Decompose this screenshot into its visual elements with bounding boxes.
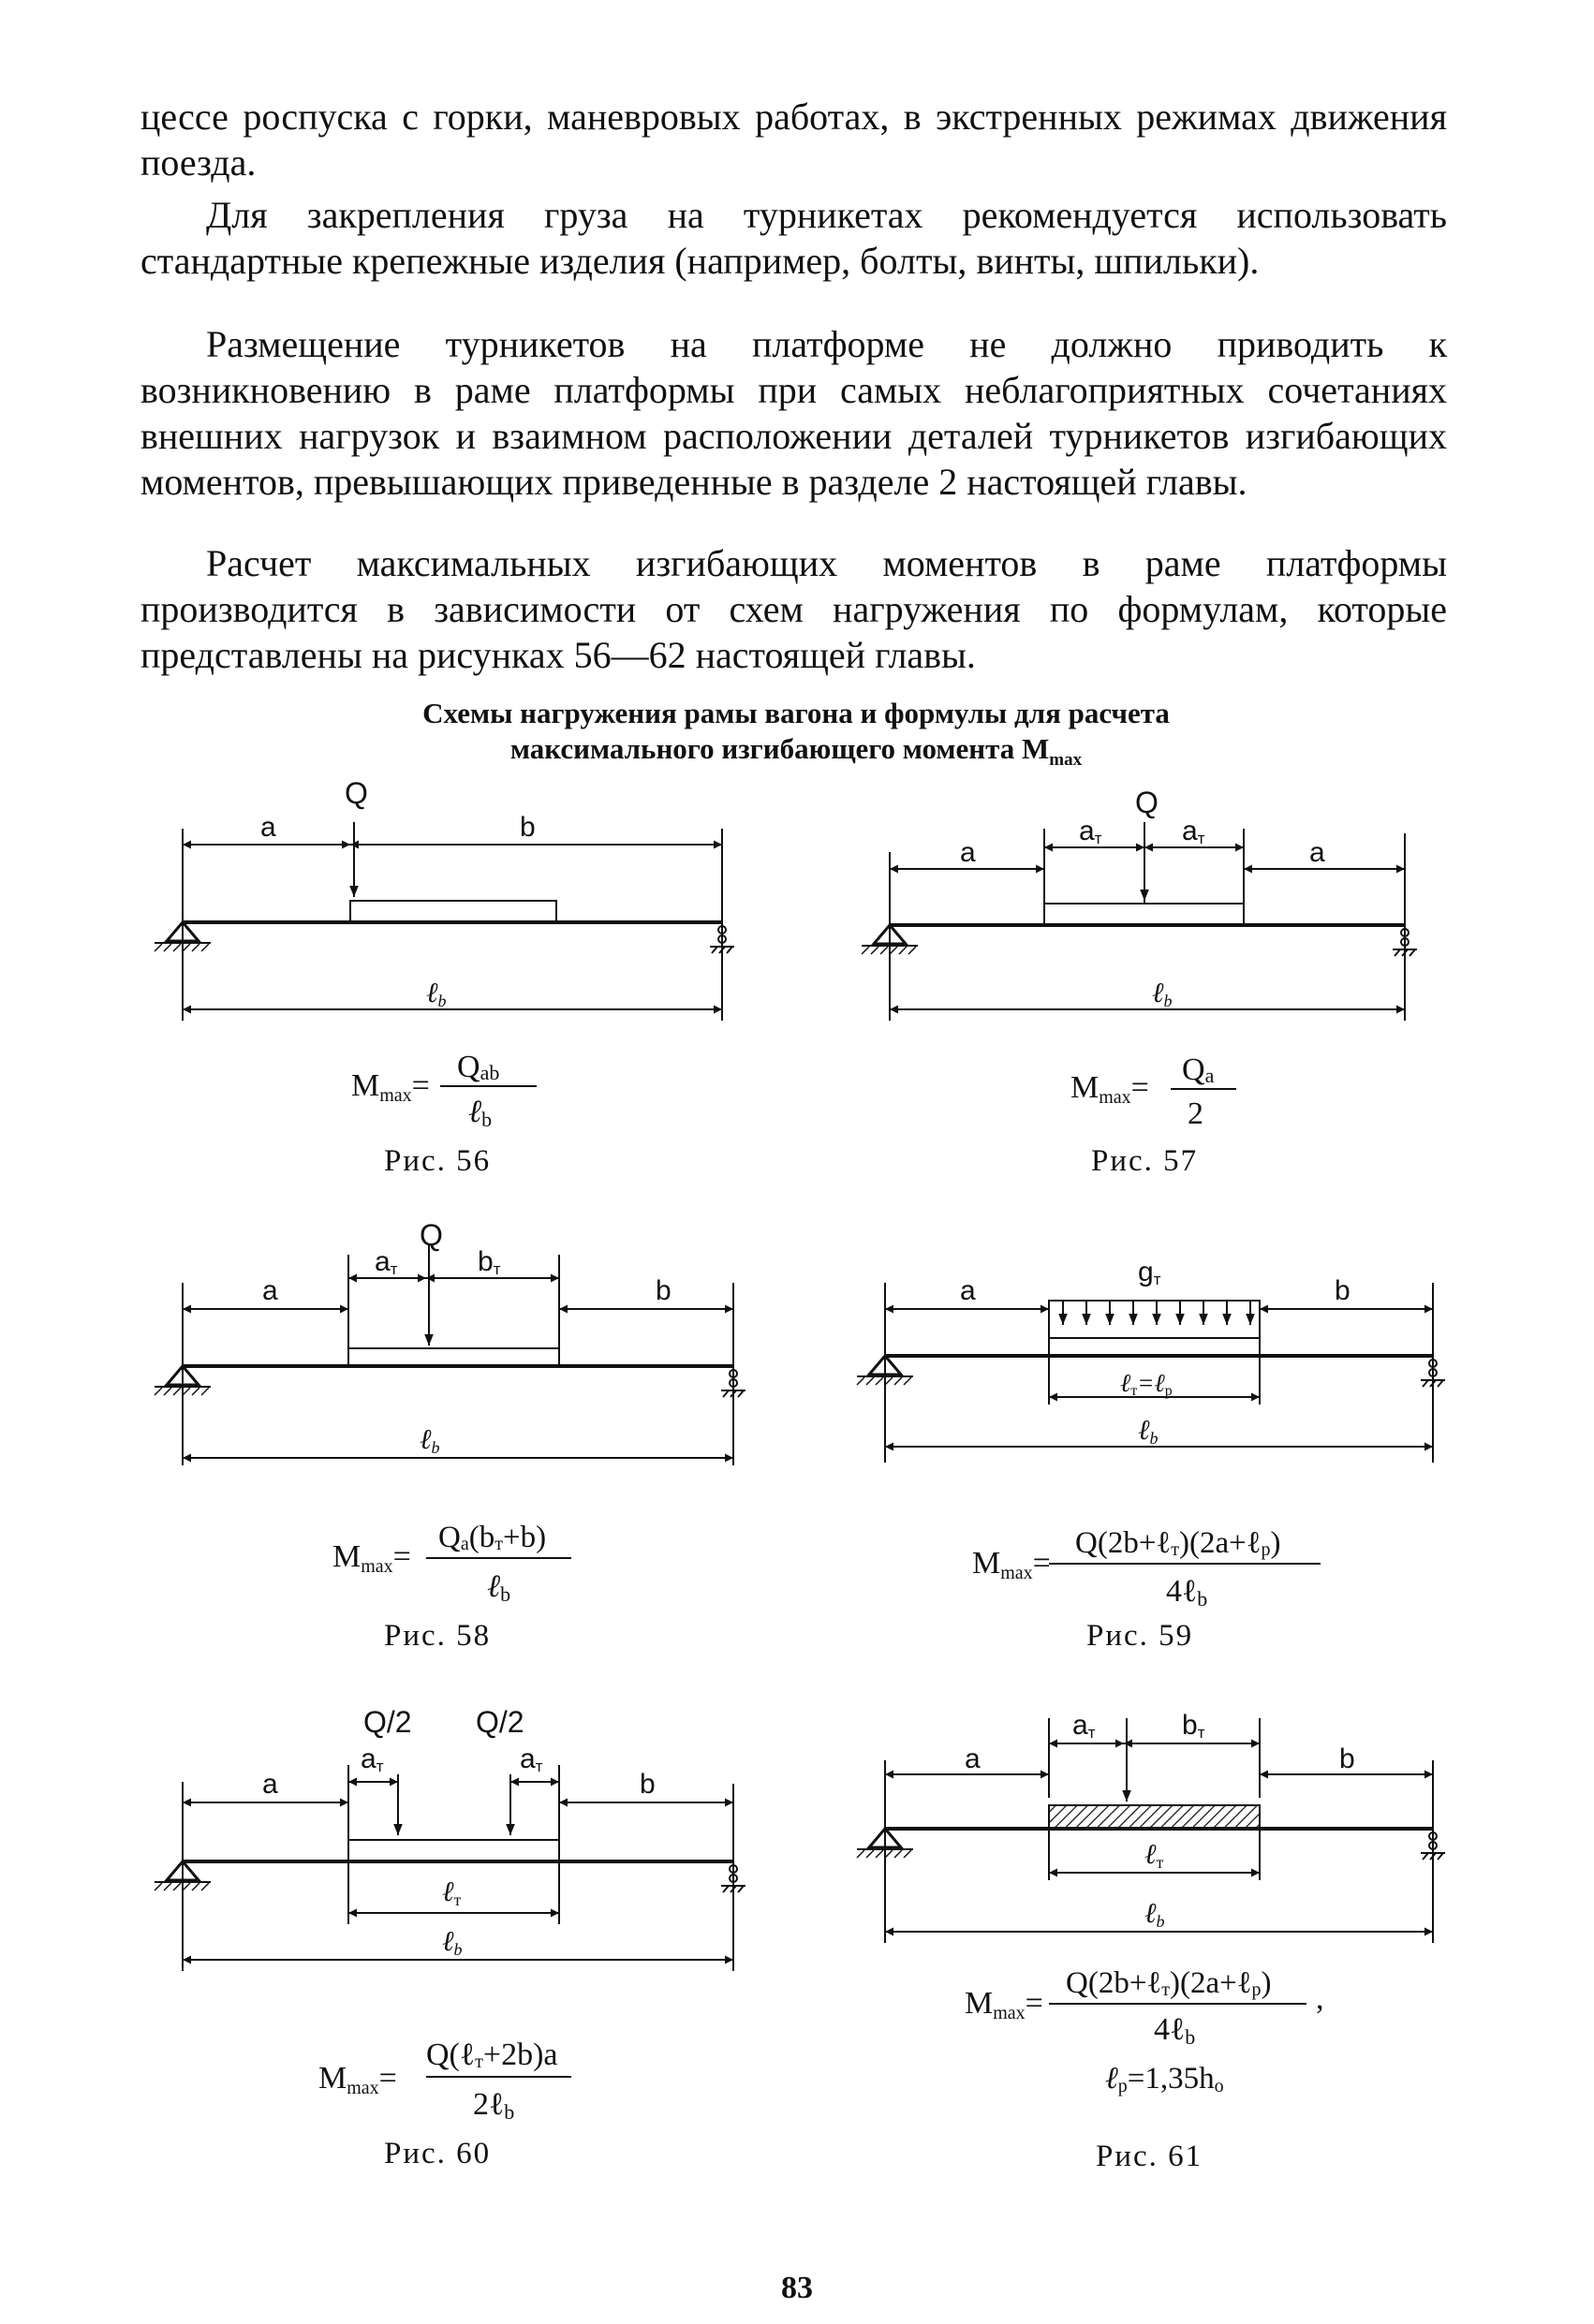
fig61-denominator: 4ℓb (1154, 2012, 1196, 2049)
fig57-label-aT-left: aт (1079, 816, 1102, 847)
fig60-label-aT-left: aт (361, 1743, 384, 1775)
fig60-label-a: a (262, 1769, 278, 1800)
paragraph-2: Для закрепления груза на турникетах рекомендуется использовать стандартные крепежные изделия (например, болты, винты, шпильки). (140, 194, 1447, 282)
fig56-denominator: ℓb (468, 1095, 493, 1131)
fig58-label-aT: aт (375, 1246, 398, 1278)
fig57-label-a-left: a (960, 837, 976, 868)
fig58-caption: Рис. 58 (384, 1619, 492, 1653)
fig59-caption: Рис. 59 (1086, 1619, 1194, 1653)
fig61-extra-formula: ℓр=1,35hо (1105, 2062, 1224, 2096)
paragraph-1: цессе роспуска с горки, маневровых работах, в экстренных режимах движения поезда. (140, 96, 1447, 184)
fig56-label-b: b (520, 812, 536, 843)
fig58-label-lb: ℓb (420, 1424, 440, 1457)
fig61-label-bT: bт (1182, 1710, 1205, 1742)
fig61-label-a: a (965, 1743, 981, 1774)
fig61-mmax: Mmax= (965, 1986, 1043, 2023)
fig60-label-Q2-left: Q/2 (363, 1705, 412, 1739)
fig61-caption: Рис. 61 (1096, 2140, 1203, 2173)
fig59-label-b: b (1335, 1275, 1350, 1306)
caption-line-2: максимального изгибающего момента $M_{max}$ (509, 732, 1083, 771)
fig56-label-Q: Q (345, 776, 368, 810)
fig59-denominator: 4ℓb (1166, 1574, 1208, 1611)
fig58-label-b: b (656, 1275, 672, 1306)
paragraph-4: Расчет максимальных изгибающих моментов в раме платформы производится в зависимости от схем нагружения по формулам, которые представлены на рисунках 56—62 настоящей главы. (140, 542, 1447, 676)
fig61-label-b: b (1339, 1743, 1355, 1774)
figure-59 (857, 1283, 1445, 1564)
fig61-label-lt: ℓт (1144, 1839, 1164, 1872)
fig61-label-lb: ℓb (1144, 1898, 1165, 1931)
fig60-label-aT-right: aт (520, 1743, 543, 1775)
fig57-mmax: Mmax= (1070, 1070, 1149, 1108)
fig58-label-Q: Q (420, 1218, 443, 1252)
fig59-mmax: Mmax= (972, 1546, 1051, 1583)
fig59-label-a: a (960, 1275, 976, 1306)
fig61-label-aT: aт (1072, 1710, 1096, 1742)
caption-line-1: Схемы нагружения рамы вагона и формулы для расчета (422, 697, 1170, 729)
fig59-label-lb: ℓb (1138, 1415, 1159, 1448)
fig58-label-a: a (262, 1275, 278, 1306)
fig57-label-a-right: a (1309, 837, 1325, 868)
fig59-label-gT: gт (1138, 1257, 1161, 1288)
figure-57 (862, 822, 1417, 1089)
figure-60 (155, 1765, 745, 2077)
fig56-caption: Рис. 56 (384, 1144, 492, 1178)
fig60-caption: Рис. 60 (384, 2137, 492, 2170)
fig56-label-lb: ℓb (426, 978, 447, 1010)
fig58-mmax: Mmax= (332, 1539, 411, 1577)
fig57-label-lb: ℓb (1152, 978, 1173, 1010)
fig58-numerator: Qa(bт+b) (438, 1521, 547, 1554)
fig57-denominator: 2 (1188, 1096, 1203, 1131)
fig60-numerator: Q(ℓт+2b)a (426, 2037, 558, 2072)
fig60-label-lb: ℓb (442, 1926, 463, 1959)
fig57-label-aT-right: aт (1182, 816, 1205, 847)
fig56-numerator: Qab (457, 1050, 500, 1084)
fig57-numerator: Qa (1182, 1052, 1215, 1087)
fig60-label-lt: ℓт (442, 1876, 462, 1909)
fig56-label-a: a (260, 812, 276, 843)
fig56-mmax: Mmax= (351, 1068, 430, 1106)
fig60-label-Q2-right: Q/2 (476, 1705, 524, 1739)
paragraph-3: Размещение турникетов на платформе не должно приводить к возникновению в раме платформы при самых неблагоприятных сочетаниях внешних нагрузок и взаимном расположении деталей турникетов изгибающих моментов, превышающих приведенные в разделе 2 настоящей главы. (140, 323, 1447, 503)
fig61-numerator: Q(2b+ℓт)(2a+ℓр) (1066, 1966, 1272, 2000)
fig58-label-bT: bт (478, 1246, 501, 1278)
fig58-denominator: ℓb (487, 1569, 511, 1606)
fig60-mmax: Mmax= (318, 2061, 397, 2098)
fig57-label-Q: Q (1135, 786, 1159, 819)
fig57-caption: Рис. 57 (1091, 1144, 1199, 1178)
fig60-denominator: 2ℓb (473, 2087, 515, 2124)
fig61-comma: , (1316, 1981, 1324, 2016)
page-number: 83 (781, 2271, 813, 2305)
figure-56 (155, 822, 734, 1086)
fig59-numerator: Q(2b+ℓт)(2a+ℓр) (1075, 1526, 1281, 1560)
fig59-inner-label: ℓт=ℓр (1120, 1369, 1173, 1399)
fig60-label-b: b (640, 1769, 656, 1800)
